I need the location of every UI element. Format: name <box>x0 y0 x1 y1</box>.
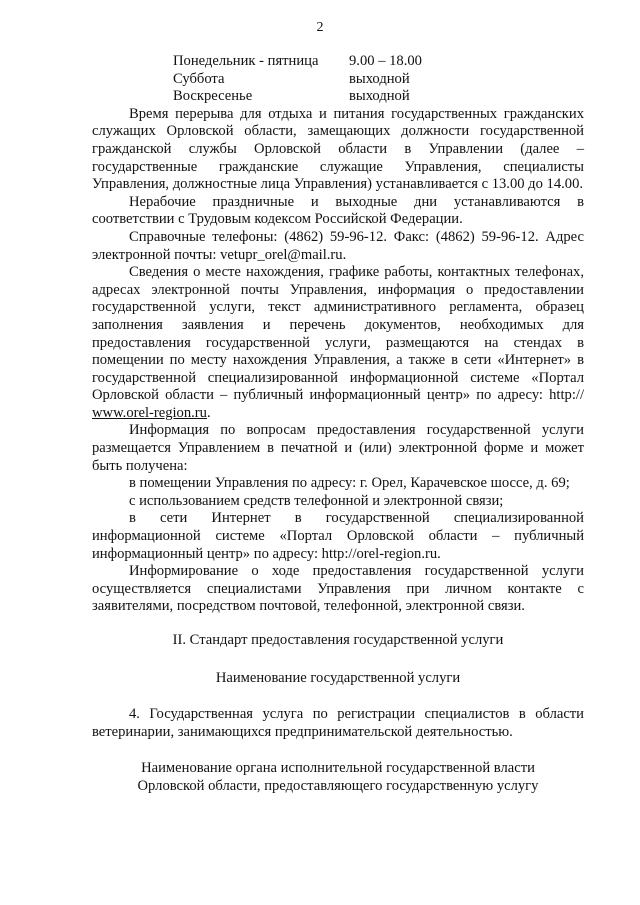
portal-link[interactable]: www.orel-region.ru <box>92 404 207 421</box>
list-item-phone: с использованием средств телефонной и электронной связи; <box>129 492 504 509</box>
holidays-paragraph: Нерабочие праздничные и выходные дни устанавливаются в соответствии с Трудовым кодексом Российской Федерации. <box>92 193 584 228</box>
schedule-hours: 9.00 – 18.00 <box>349 53 422 69</box>
authority-heading <box>92 760 584 795</box>
information-placement-text: Сведения о месте нахождения, графике работы, контактных телефонах, адресах электронной почты Управления, информация о предоставлении государственной услуги, текст административного регламента, образец заполнения заявления и перечень документов, необходимых для предоставления государственной услуги, размещаются на стендах в помещении по месту нахождения Управления, а также в сети «Интернет» в государственной специализированной информационной системе «Портал Орловской области – публичный информационный центр» по адресу: http:// <box>92 264 584 404</box>
schedule-day: Понедельник - пятница <box>173 53 319 69</box>
schedule-hours: выходной <box>349 70 410 87</box>
information-placement-end: . <box>206 404 211 421</box>
schedule-row <box>173 88 584 106</box>
progress-information-paragraph: Информирование о ходе предоставления государственной услуги осуществляется специалистами Управления при личном контакте с заявителями, посредством почтовой, телефонной, электронной связи. <box>92 563 584 615</box>
service-name-paragraph: 4. Государственная услуга по регистрации специалистов в области ветеринарии, занимающихся предпринимательской деятельностью. <box>92 706 584 740</box>
list-item-office: в помещении Управления по адресу: г. Орел, Карачевское шоссе, д. 69; <box>129 475 570 492</box>
section-heading: II. Стандарт предоставления государственной услуги <box>172 632 504 648</box>
list-item-internet: в сети Интернет в государственной специализированной информационной системе «Портал Орловской области – публичный информационный центр» по адресу: http://orel-region.ru. <box>92 510 584 562</box>
information-forms-paragraph: Информация по вопросам предоставления государственной услуги размещается Управлением в печатной и (или) электронной форме и может быть получена: <box>92 422 584 474</box>
work-schedule <box>173 53 584 106</box>
break-time-paragraph: Время перерыва для отдыха и питания государственных гражданских служащих Орловской области, замещающих должности государственной гражданской службы Орловской области в Управлении (далее – государственные гражданские служащие Управления, специалисты Управления, должностные лица Управления) устанавливается с 13.00 до 14.00. <box>92 105 584 193</box>
information-placement-paragraph <box>92 264 584 422</box>
schedule-row <box>173 71 584 89</box>
contacts-paragraph: Справочные телефоны: (4862) 59-96-12. Факс: (4862) 59-96-12. Адрес электронной почты: vetupr_orel@mail.ru. <box>92 228 584 263</box>
schedule-day: Суббота <box>173 70 225 87</box>
page-number: 2 <box>316 20 324 35</box>
service-name-heading: Наименование государственной услуги <box>215 669 461 686</box>
schedule-hours: выходной <box>349 88 410 105</box>
authority-heading-line: Наименование органа исполнительной государственной власти <box>141 760 535 777</box>
schedule-row <box>173 53 584 71</box>
document-body <box>92 53 584 796</box>
authority-heading-line: Орловской области, предоставляющего государственную услугу <box>137 777 539 794</box>
schedule-day: Воскресенье <box>173 88 253 105</box>
